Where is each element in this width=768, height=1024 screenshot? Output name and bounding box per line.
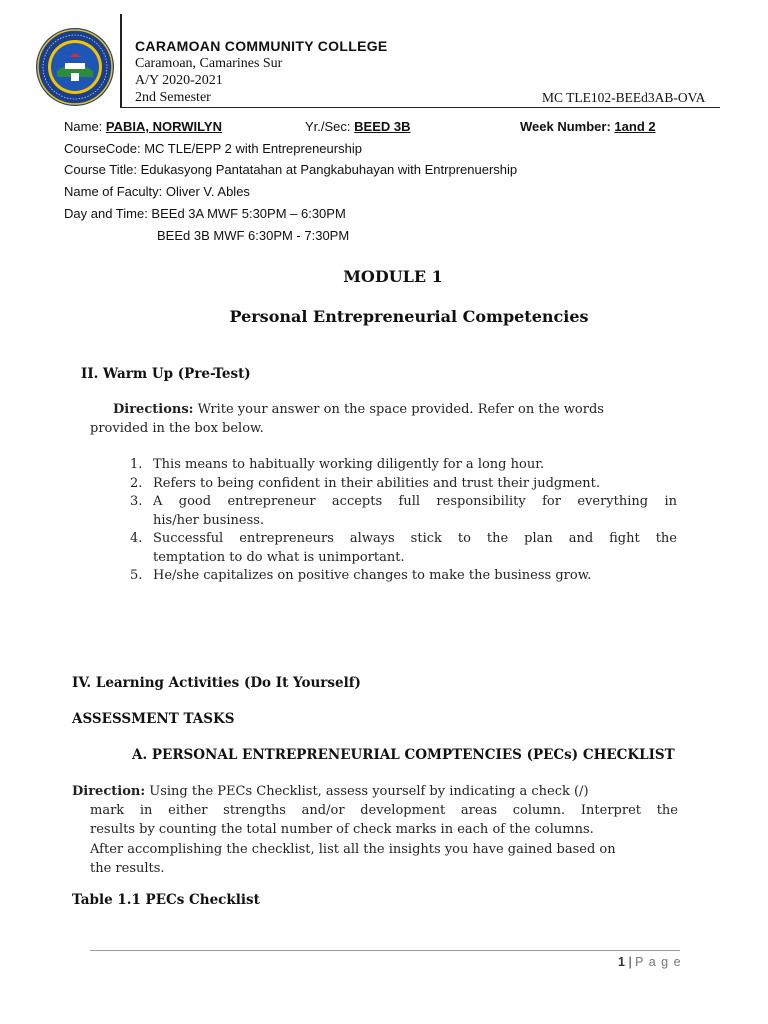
directions-text-2: provided in the box below.: [90, 421, 264, 436]
item-number: 5.: [130, 568, 143, 583]
semester: 2nd Semester: [135, 90, 211, 105]
item-text: Refers to being confident in their abilities and trust their judgment.: [153, 475, 600, 491]
directions-label: Directions:: [113, 402, 194, 417]
week-number-field: [520, 119, 656, 135]
item-number: 2.: [130, 475, 143, 491]
footer-divider: [90, 950, 680, 951]
item-text: his/her business.: [153, 512, 265, 528]
direction-text-5: the results.: [90, 861, 165, 876]
student-name-field: [64, 119, 256, 135]
page-separator: |: [628, 955, 632, 969]
warmup-heading: II. Warm Up (Pre-Test): [81, 366, 251, 382]
checklist-direction: [72, 783, 589, 802]
item-number: 3.: [130, 494, 143, 509]
direction-label: Direction:: [72, 784, 146, 799]
item-text: This means to habitually working diligently for a long hour.: [153, 457, 545, 472]
direction-text-1: Using the PECs Checklist, assess yourself by indicating a check (/): [149, 784, 589, 799]
header-divider-horizontal: [120, 107, 720, 108]
week-label: Week Number:: [520, 119, 611, 134]
item-text: Successful entrepreneurs always stick to the plan and fight the: [153, 531, 677, 546]
yrsec-label: Yr./Sec:: [305, 119, 351, 134]
item-number: 4.: [130, 531, 143, 546]
name-label: Name:: [64, 119, 103, 134]
assessment-heading: ASSESSMENT TASKS: [72, 711, 235, 727]
course-title: Course Title: Edukasyong Pantatahan at Pangkabuhayan with Entrprenuership: [64, 162, 518, 177]
year-section: BEED 3B: [354, 119, 411, 134]
checklist-heading: A. PERSONAL ENTREPRENEURIAL COMPTENCIES (PECs) CHECKLIST: [132, 747, 675, 763]
table-caption: Table 1.1 PECs Checklist: [72, 892, 260, 908]
direction-text-4: After accomplishing the checklist, list all the insights you have gained based on: [90, 842, 616, 857]
page-label: P a g e: [635, 955, 682, 969]
student-name: PABIA, NORWILYN: [105, 119, 222, 134]
college-logo: [35, 27, 115, 107]
college-name: CARAMOAN COMMUNITY COLLEGE: [135, 38, 388, 54]
header-divider-vertical: [120, 14, 122, 108]
directions-text-1: Write your answer on the space provided. Refer on the words: [197, 402, 604, 417]
week-number: 1and 2: [614, 119, 656, 134]
page-number: 1: [618, 955, 625, 969]
item-text: temptation to do what is unimportant.: [153, 549, 405, 565]
item-text: He/she capitalizes on positive changes to make the business grow.: [153, 568, 592, 583]
faculty-name: Name of Faculty: Oliver V. Ables: [64, 184, 250, 199]
direction-text-2: mark in either strengths and/or development areas column. Interpret the: [90, 803, 678, 818]
college-address: Caramoan, Camarines Sur: [135, 56, 283, 71]
direction-text-3: results by counting the total number of check marks in each of the columns.: [90, 822, 594, 837]
warmup-directions: [113, 401, 604, 420]
activities-heading: IV. Learning Activities (Do It Yourself): [72, 675, 361, 691]
item-text: A good entrepreneur accepts full responsibility for everything in: [153, 494, 677, 509]
day-time-3a: Day and Time: BEEd 3A MWF 5:30PM – 6:30PM: [64, 206, 346, 221]
year-section-field: [305, 119, 411, 135]
page-footer: [618, 955, 682, 969]
course-code: CourseCode: MC TLE/EPP 2 with Entrepreneurship: [64, 141, 362, 156]
module-title: MODULE 1: [343, 267, 443, 286]
item-number: 1.: [130, 457, 143, 472]
module-code: MC TLE102-BEEd3AB-OVA: [542, 90, 706, 105]
day-time-3b: BEEd 3B MWF 6:30PM - 7:30PM: [157, 228, 350, 243]
module-subtitle: Personal Entrepreneurial Competencies: [229, 307, 589, 326]
academic-year: A/Y 2020-2021: [135, 73, 223, 88]
